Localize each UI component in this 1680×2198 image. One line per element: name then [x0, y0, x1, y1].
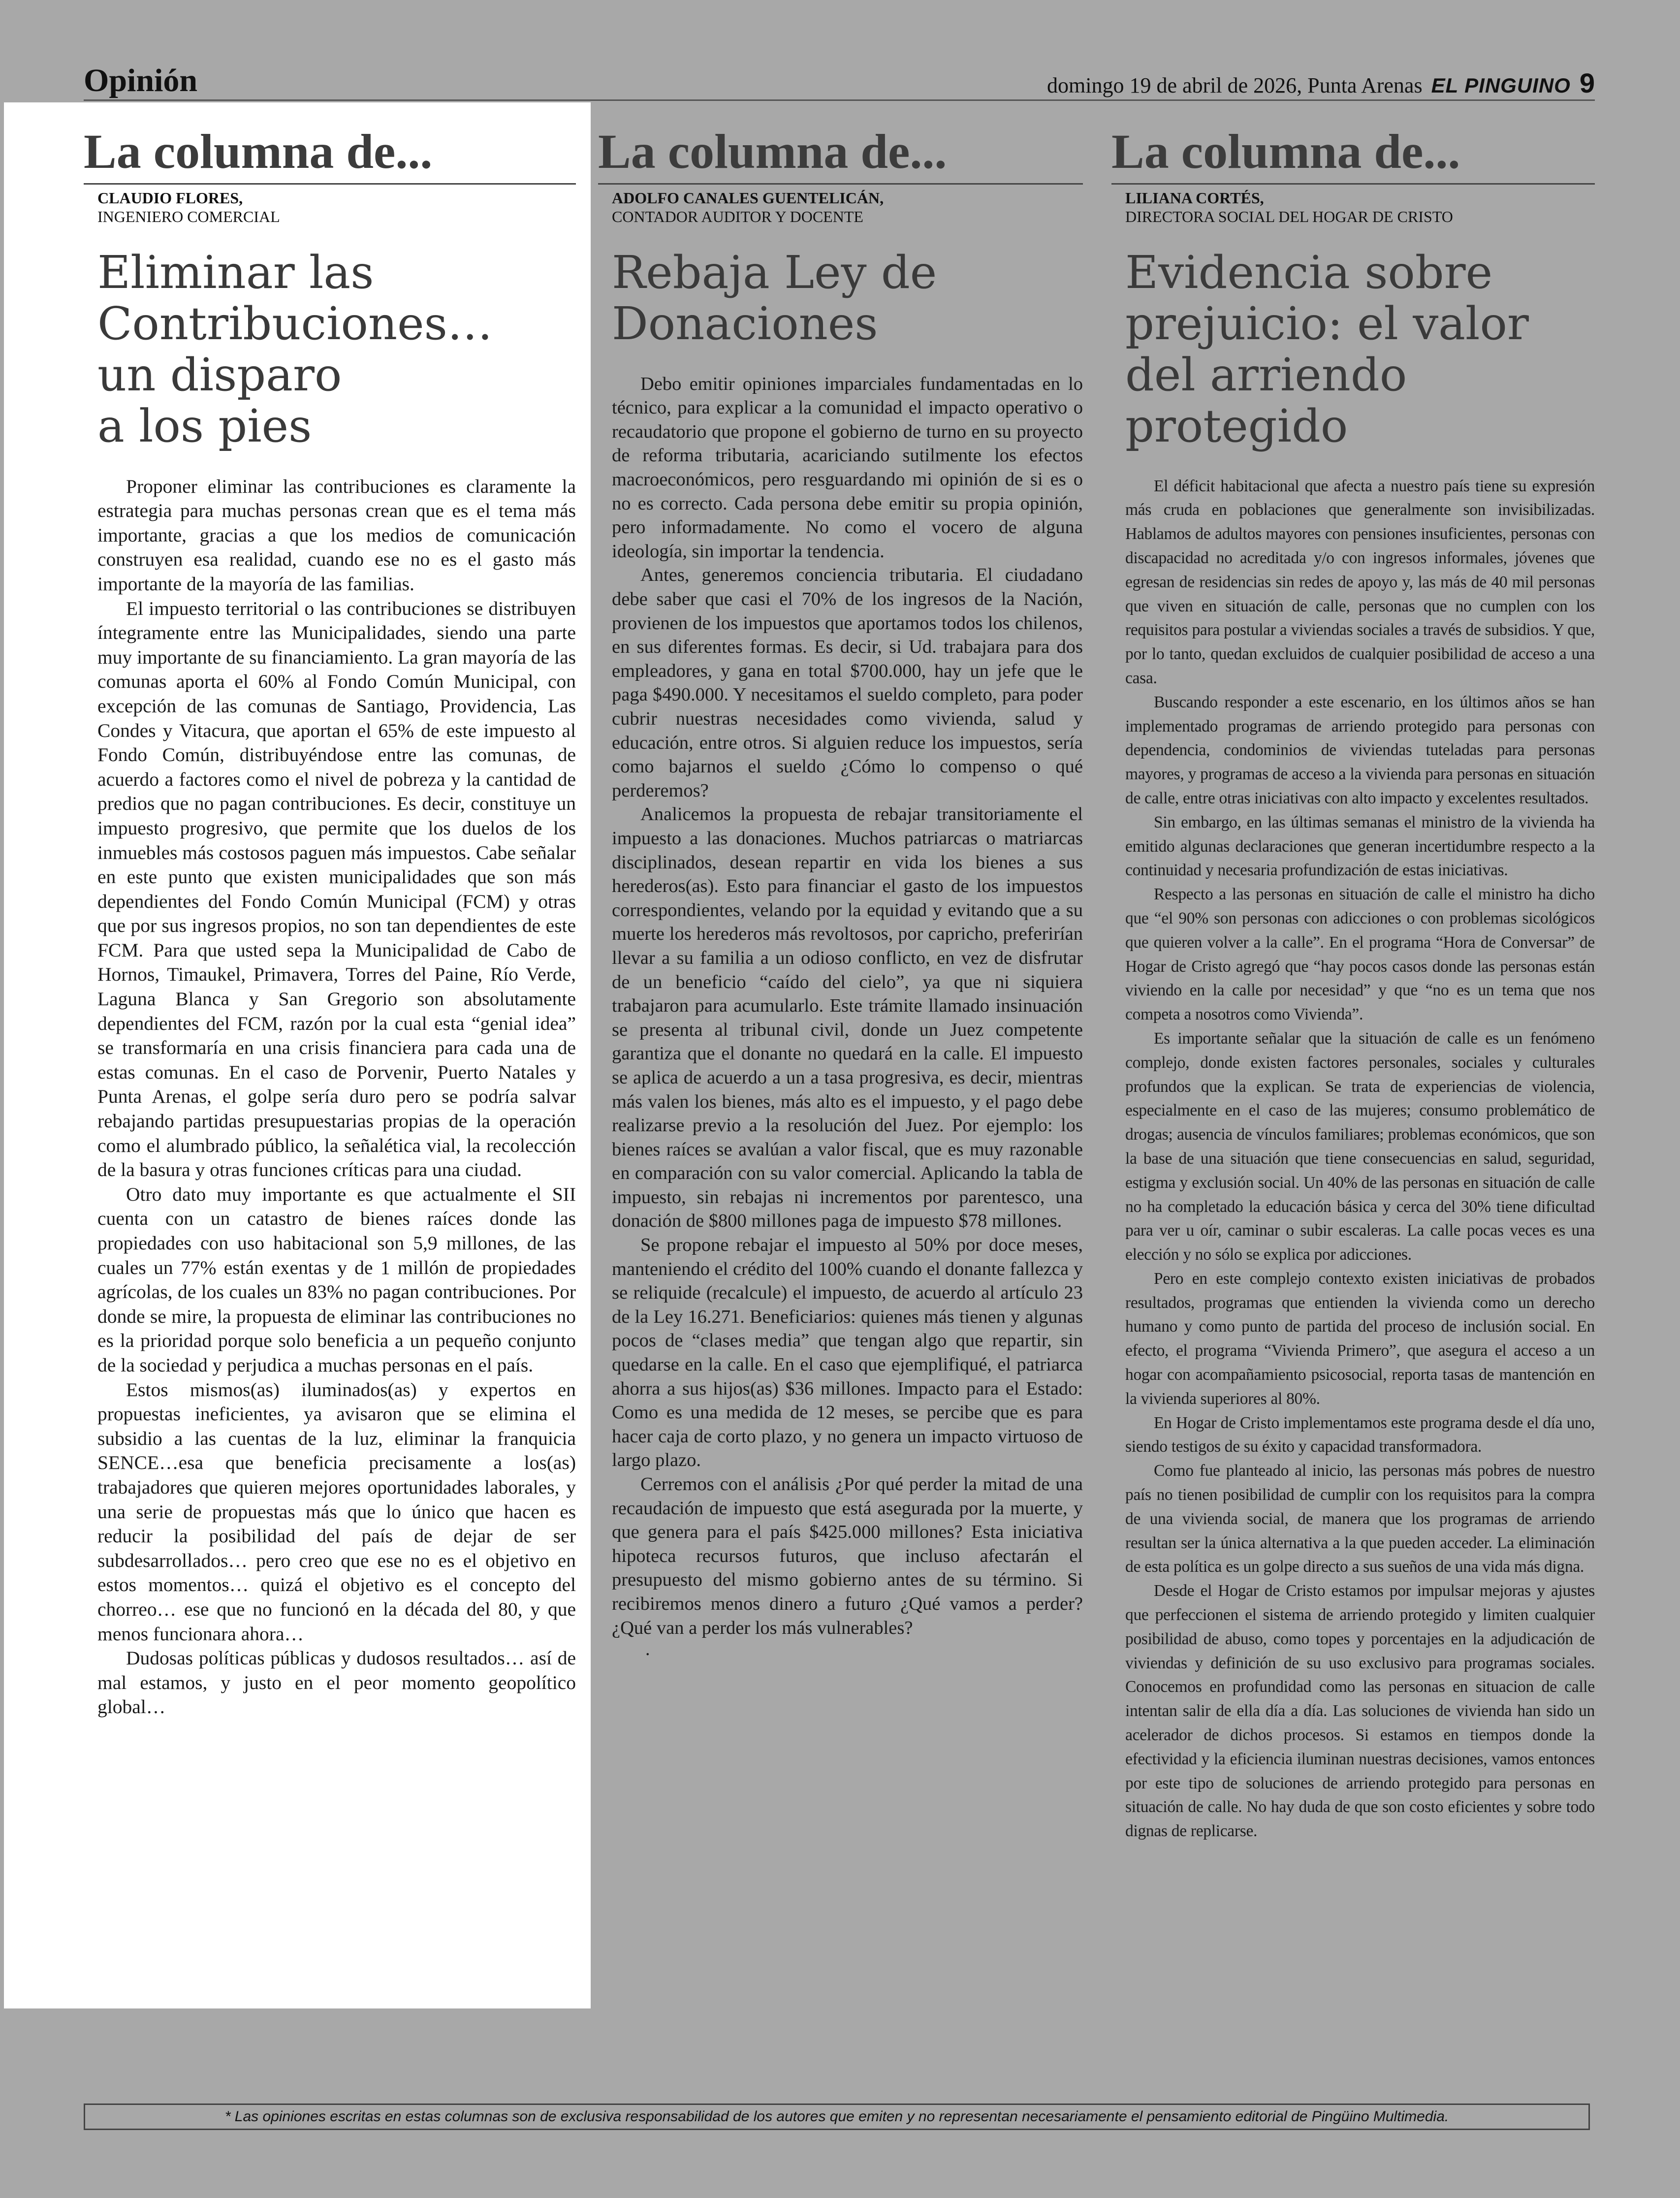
author-byline — [1125, 189, 1595, 226]
headline-line: Rebaja Ley de — [612, 246, 937, 299]
body-paragraph: Es importante señalar que la situación de calle es un fenómeno complejo, donde existen factores personales, sociales y culturales profundos que la explican. Se trata de experiencias de violencia, especialmente en el caso de las mujeres; consumo problemático de drogas; ausencia de vínculos familiares; problemas económicos, que son la base de una situación que tiene consecuencias en salud, seguridad, estigma y exclusión social. Un 40% de las personas en situación de calle no ha completado la educación básica y cerca del 30% tiene dificultad para ver u oír, caminar o subir escaleras. La calle pocas veces es una elección y no sólo se explica por adicciones. — [1125, 1029, 1595, 1264]
body-paragraph: Otro dato muy importante es que actualmente el SII cuenta con un catastro de bienes raíces donde las propiedades con uso habitacional son 5,9 millones, de las cuales un 77% están exentas y de 1 millón de propiedades agrícolas, de los cuales un 83% no pagan contribuciones. Por donde se mire, la propuesta de eliminar las contribuciones no es la prioridad porque solo beneficia a un pequeño conjunto de la sociedad y perjudica a muchas personas en el país. — [97, 1183, 576, 1376]
body-paragraph: Se propone rebajar el impuesto al 50% por doce meses, manteniendo el crédito del 100% cuando el donante fallezca y se reliquide (recalcule) el impuesto, de acuerdo al artículo 23 de la Ley 16.271. Beneficiarios: quienes más tienen y algunas pocos de “clases media” que tengan algo que repartir, sin quedarse en la calle. En el caso que ejemplifiqué, el patriarca ahorra a sus hijos(as) $36 millones. Impacto para el Estado: Como es una medida de 12 meses, se percibe que es para hacer caja de corto plazo, y no genera un impacto virtuoso de largo plazo. — [612, 1235, 1083, 1471]
author-byline — [97, 189, 576, 226]
headline-line: Eliminar las — [97, 246, 374, 299]
article-headline — [97, 247, 576, 452]
body-paragraph: Desde el Hogar de Cristo estamos por impulsar mejoras y ajustes que perfeccionen el sistema de arriendo protegido y limiten cualquier posibilidad de abuso, como topes y porcentajes en la adjudicación de viviendas y definición de su uso exclusivo para programas sociales. Conocemos en profundidad como las personas en situacion de calle intentan salir de ella día a día. Las soluciones de vivienda han sido un acelerador de dichos procesos. Si estamos en tiempos donde la efectividad y la eficiencia iluminan nuestras decisiones, vamos entonces por este tipo de soluciones de arriendo protegido para personas en situación de calle. No hay duda de que son costo eficientes y sobre todo dignas de replicarse. — [1125, 1582, 1595, 1841]
body-paragraph: Dudosas políticas públicas y dudosos resultados… así de mal estamos, y justo en el peor momento geopolítico global… — [97, 1647, 576, 1718]
opinion-column-flores — [84, 124, 576, 1720]
author-name: LILIANA CORTÉS, — [1125, 189, 1264, 207]
column-kicker: La columna de... — [1111, 127, 1595, 185]
article-body — [1125, 475, 1595, 1844]
page-number: 9 — [1579, 67, 1595, 98]
author-byline — [612, 189, 1083, 226]
headline-line: Evidencia sobre — [1125, 246, 1493, 299]
column-kicker: La columna de... — [84, 127, 576, 185]
opinion-column-canales — [598, 124, 1083, 1660]
column-kicker: La columna de... — [598, 127, 1083, 185]
body-paragraph: Estos mismos(as) iluminados(as) y expertos en propuestas ineficientes, ya avisaron que se elimina el subsidio a las cuentas de la luz, eliminar la franquicia SENCE…esa que beneficia precisamente a los(as) trabajadores que quieren mejores oportunidades laborales, y una serie de propuestas más que lo único que hacen es reducir la posibilidad del país de dejar de ser subdesarrollados… pero creo que ese no es el objetivo en estos momentos… quizá el objetivo es el concepto del chorreo… ese que no funcionó en la década del 80, y que menos funcionara ahora… — [97, 1378, 576, 1645]
body-paragraph: Proponer eliminar las contribuciones es claramente la estrategia para muchas personas crean que es el tema más importante, gracias a que los medios de comunicación construyen esa realidad, cuando ese no es el gasto más importante de la mayoría de las familias. — [97, 475, 576, 595]
author-role: DIRECTORA SOCIAL DEL HOGAR DE CRISTO — [1125, 208, 1453, 226]
author-role: INGENIERO COMERCIAL — [97, 208, 280, 226]
headline-line: a los pies — [97, 399, 312, 452]
body-paragraph: Pero en este complejo contexto existen iniciativas de probados resultados, programas que entienden la vivienda como un derecho humano y como punto de partida del proceso de inclusión social. En efecto, el programa “Vivienda Primero”, que asegura el acceso a un hogar con acompañamiento psicosocial, reporta tasas de mantención en la vivienda superiores al 80%. — [1125, 1269, 1595, 1408]
section-title: Opinión — [84, 63, 198, 98]
body-paragraph: Sin embargo, en las últimas semanas el ministro de la vivienda ha emitido algunas declaraciones que generan incertidumbre respecto a la continuidad y necesaria profundización de estas iniciativas. — [1125, 813, 1595, 880]
body-paragraph: Antes, generemos conciencia tributaria. El ciudadano debe saber que casi el 70% de los ingresos de la Nación, provienen de los impuestos que aportamos todos los chilenos, en sus diferentes formas. Es decir, si Ud. trabajara para dos empleadores, y gana en total $700.000, hay un jefe que le paga $490.000. Y necesitamos el sueldo completo, para poder cubrir nuestras necesidades como vivienda, salud y educación, entre otros. Si alguien reduce los impuestos, sería como bajarnos el sueldo ¿Cómo lo compenso o qué perderemos? — [612, 565, 1083, 801]
trailing-mark: . — [645, 1639, 650, 1660]
newspaper-logo: EL PINGUINO — [1431, 74, 1571, 97]
headline-line: del arriendo — [1125, 348, 1407, 401]
date-text: domingo 19 de abril de 2026, Punta Arenas — [1047, 73, 1423, 97]
body-paragraph: El impuesto territorial o las contribuciones se distribuyen íntegramente entre las Municipalidades, siendo una parte muy importante de su financiamiento. La gran mayoría de las comunas aporta el 60% al Fondo Común Municipal, con excepción de las comunas de Santiago, Providencia, Las Condes y Vitacura, que aportan el 65% de este impuesto al Fondo Común, distribuyéndose entre las comunas, de acuerdo a factores como el nivel de pobreza y la cantidad de predios que no pagan contribuciones. Es decir, constituye un impuesto progresivo, que permite que los duelos de los inmuebles más costosos paguen más impuestos. Cabe señalar en este punto que existen municipalidades que son más dependientes del Fondo Común Municipal (FCM) y otras que por sus ingresos propios, no son tan dependientes de este FCM. Para que usted sepa la Municipalidad de Cabo de Hornos, Timaukel, Primavera, Torres del Paine, Río Verde, Laguna Blanca y San Gregorio son absolutamente dependientes del FCM, razón por la cual esta “genial idea” se transformaría en una crisis financiera para cada una de estas comunas. En el caso de Porvenir, Puerto Natales y Punta Arenas, el golpe sería duro pero se podría salvar rebajando partidas presupuestarias propias de la operación como el alumbrado público, la señalética vial, la recolección de la basura y otras funciones críticas para una ciudad. — [97, 597, 576, 1181]
body-paragraph: En Hogar de Cristo implementamos este programa desde el día uno, siendo testigos de su éxito y capacidad transformadora. — [1125, 1413, 1595, 1456]
article-headline — [612, 247, 1083, 350]
author-role: CONTADOR AUDITOR Y DOCENTE — [612, 208, 863, 226]
author-name: CLAUDIO FLORES, — [97, 189, 243, 207]
disclaimer-box: * Las opiniones escritas en estas columnas son de exclusiva responsabilidad de los autores que emiten y no representan necesariamente el pensamiento editorial de Pingüino Multimedia. — [84, 2103, 1590, 2130]
headline-line: protegido — [1125, 399, 1348, 452]
body-paragraph: Buscando responder a este escenario, en los últimos años se han implementado programas de arriendo protegido para personas con dependencia, condominios de viviendas tuteladas para personas mayores, y programas de acceso a la vivienda para personas en situación de calle, entre otras iniciativas con alto impacto y excelentes resultados. — [1125, 693, 1595, 807]
dateline — [1047, 67, 1595, 99]
headline-line: prejuicio: el valor — [1125, 297, 1529, 350]
article-body — [612, 372, 1083, 1658]
body-paragraph: Debo emitir opiniones imparciales fundamentadas en lo técnico, para explicar a la comunidad el impacto operativo o recaudatorio que propone el gobierno de turno en su proyecto de reforma tributaria, acariciando sutilmente los efectos macroeconómicos, pero resguardando mi opinión de si es o no es correcto. Cada persona debe emitir su propia opinión, pero informadamente. No como el vocero de alguna ideología, sin importar la tendencia. — [612, 373, 1083, 562]
body-paragraph: El déficit habitacional que afecta a nuestro país tiene su expresión más cruda en poblaciones que generalmente son invisibilizadas. Hablamos de adultos mayores con pensiones insuficientes, personas con discapacidad no acreditada y/o con ingresos informales, jóvenes que egresan de residencias sin redes de apoyo y, las más de 40 mil personas que viven en situación de calle, personas que no cumplen con los requisitos para postular a viviendas sociales a través de subsidios. Y que, por lo tanto, quedan excluidos de cualquier posibilidad de acceso a una casa. — [1125, 477, 1595, 687]
article-body — [97, 475, 576, 1720]
headline-line: Contribuciones… — [97, 297, 493, 350]
headline-line: Donaciones — [612, 297, 878, 350]
headline-line: un disparo — [97, 348, 342, 401]
article-headline — [1125, 247, 1595, 452]
body-paragraph: Como fue planteado al inicio, las personas más pobres de nuestro país no tienen posibilidad de cumplir con los requisitos para la compra de una vivienda social, de manera que los programas de arriendo resultan ser la única alternativa a la que pueden acceder. La eliminación de esta política es un golpe directo a sus sueños de una vida más digna. — [1125, 1462, 1595, 1576]
opinion-column-cortes — [1111, 124, 1595, 1844]
page-header — [84, 59, 1595, 101]
author-name: ADOLFO CANALES GUENTELICÁN, — [612, 189, 884, 207]
body-paragraph: Respecto a las personas en situación de calle el ministro ha dicho que “el 90% son personas con adicciones o con problemas sicológicos que quieren volver a la calle”. En el programa “Hora de Conversar” de Hogar de Cristo agregó que “hay pocos casos donde las personas están viviendo en la calle por necesidad” y que “no es un tema que nos competa a nosotros como Vivienda”. — [1125, 885, 1595, 1024]
body-paragraph: Analicemos la propuesta de rebajar transitoriamente el impuesto a las donaciones. Muchos patriarcas o matriarcas disciplinados, desean repartir en vida los bienes a sus herederos(as). Esto para financiar el gasto de los impuestos correspondientes, velando por la equidad y evitando que a su muerte los herederos más revoltosos, por capricho, preferirían llevar a su familia a un odioso conflicto, en vez de disfrutar de un beneficio “caído del cielo”, ya que ni siquiera trabajaron para acumularlo. Este trámite llamado insinuación se presenta al tribunal civil, donde un Juez competente garantiza que el donante no quedará en la calle. El impuesto se aplica de acuerdo a un a tasa progresiva, es decir, mientras más valen los bienes, más alto es el impuesto, y el pago debe realizarse previo a la resolución del Juez. Por ejemplo: los bienes raíces se avalúan a valor fiscal, que es muy razonable en comparación con su valor comercial. Aplicando la tabla de impuesto, sin rebajas ni incrementos por parentesco, una donación de $800 millones paga de impuesto $78 millones. — [612, 804, 1083, 1232]
body-paragraph: Cerremos con el análisis ¿Por qué perder la mitad de una recaudación de impuesto que está asegurada por la muerte, y que genera para el país $425.000 millones? Esta iniciativa hipoteca recursos futuros, que incluso afectarán el presupuesto del mismo gobierno antes de su término. Si recibiremos menos dinero a futuro ¿Qué vamos a perder? ¿Qué van a perder los más vulnerables? — [612, 1474, 1083, 1638]
